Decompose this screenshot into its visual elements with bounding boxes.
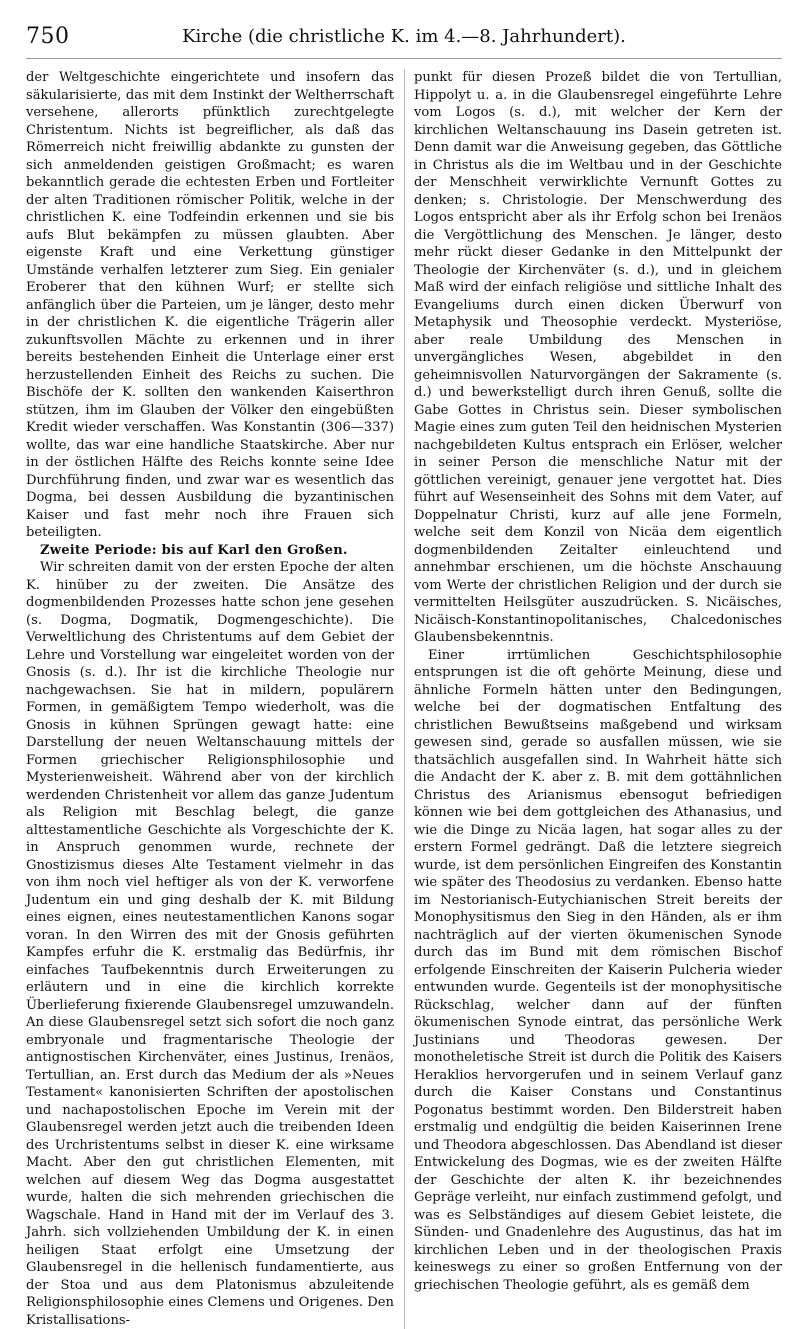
column-divider: [404, 69, 405, 1329]
page-number: 750: [26, 24, 70, 49]
paragraph: Wir schreiten damit von der ersten Epoche der alten K. hinüber zu der zweiten. Die Ansätze des dogmenbildenden Prozesses hatte schon jene gesehen (s. Dogma, Dogmatik, Dogmengeschichte). Die Verweltlichung des Christentums auf dem Gebiet der Lehre und Vorstellung war eingeleitet worden von der Gnosis (s. d.). Ihr ist die kirchliche Theologie nur nachgewachsen. Sie hat in mildern, populärern Formen, in gemäßigtem Tempo wiederholt, was die Gnosis in kühnen Sprüngen gewagt hatte: eine Darstellung der neuen Weltanschauung mittels der Formen griechischer Religionsphilosophie und Mysterienweisheit. Während aber von der kirchlich werdenden Christenheit vor allem das ganze Judentum als Religion mit Beschlag belegt, die ganze alttestamentliche Geschichte als Vorgeschichte der K. in Anspruch genommen wurde, rechnete der Gnostizismus dieses Alte Testament vielmehr in das von ihm noch viel heftiger als von der K. verworfene Judentum ein und ging deshalb der K. mit Bildung eines eignen, eines neutestamentlichen Kanons sogar voran. In den Wirren des mit der Gnosis geführten Kampfes erfuhr die K. erstmalig das Bedürfnis, ihr einfaches Taufbekenntnis durch Erweiterungen zu erläutern und in eine die kirchlich korrekte Überlieferung fixierende Glaubensregel umzuwandeln. An diese Glaubensregel setzt sich sofort die noch ganz embryonale und fragmentarische Theologie der antignostischen Kirchenväter, eines Justinus, Irenäos, Tertullian, an. Erst durch das Medium der als »Neues Testament« kanonisierten Schriften der apostolischen und nachapostolischen Epoche im Verein mit der Glaubensregel werden jetzt auch die treibenden Ideen des Urchristentums selbst in dieser K. eine wirksame Macht. Aber den gut christlichen Elementen, mit welchen auf diesem Weg das Dogma ausgestattet wurde, halten die sich mehrenden griechischen die Wagschale. Hand in Hand mit der im Verlauf des 3. Jahrh. sich vollziehenden Umbildung der K. in einen heiligen Staat erfolgt eine Umsetzung der Glaubensregel in die hellenisch fundamentierte, aus der Stoa und aus dem Platonismus abzuleitende Religionsphilosophie eines Clemens und Origenes. Den Kristallisations-: [26, 560, 394, 1328]
right-column: [414, 69, 782, 1294]
section-title: Zweite Periode: bis auf Karl den Großen.: [40, 542, 348, 558]
text-columns: [26, 69, 782, 1329]
paragraph: der Weltgeschichte eingerichtete und insofern das säkularisierte, das mit dem Instinkt der Weltherrschaft versehene, allerorts pfünktlich zurechtgelegte Christentum. Nichts ist begreiflicher, als daß das Römerreich nicht freiwillig abdankte zu gunsten der sich anmeldenden geistigen Großmacht; es waren bekanntlich gerade die echtesten Erben und Fortleiter der alten Traditionen römischer Politik, welche in der christlichen K. eine Todfeindin erkennen und sie bis aufs Blut bekämpfen zu müssen glaubten. Aber eigenste Kraft und eine Verkettung günstiger Umstände verhalfen letzterer zum Sieg. Ein genialer Eroberer that den kühnen Wurf; er stellte sich anfänglich über die Parteien, um je länger, desto mehr in der christlichen K. die eigentliche Trägerin aller zukunftsvollen Mächte zu erkennen und in ihrer bereits bestehenden Einheit die Unterlage einer erst herzustellenden Einheit des Reichs zu suchen. Die Bischöfe der K. sollten den wankenden Kaiserthron stützen, ihm im Glauben der Völker den eingebüßten Kredit wieder verschaffen. Was Konstantin (306—337) wollte, das war eine handliche Staatskirche. Aber nur in der östlichen Hälfte des Reichs konnte seine Idee Durchführung finden, und zwar war es wesentlich das Dogma, bei dessen Ausbildung die byzantinischen Kaiser und fast mehr noch ihre Frauen sich beteiligten.: [26, 70, 394, 540]
left-column: [26, 69, 394, 1329]
running-head: Kirche (die christliche K. im 4.—8. Jahrhundert).: [182, 26, 626, 47]
page-header: [26, 22, 782, 59]
paragraph: Einer irrtümlichen Geschichtsphilosophie entsprungen ist die oft gehörte Meinung, diese und ähnliche Formeln hätten unter den Bedingungen, welche bei der dogmatischen Entfaltung des christlichen Bewußtseins maßgebend und wirksam gewesen sind, gerade so ausfallen müssen, wie sie thatsächlich ausgefallen sind. In Wahrheit hätte sich die Andacht der K. aber z. B. mit dem gottähnlichen Christus des Arianismus ebensogut befriedigen können wie bei dem gottgleichen des Athanasius, und wie die Dinge zu Nicäa lagen, hat sogar alles zu der erstern Formel gedrängt. Daß die letztere siegreich wurde, ist dem persönlichen Eingreifen des Konstantin wie später des Theodosius zu verdanken. Ebenso hatte im Nestorianisch-Eutychianischen Streit bereits der Monophysitismus den Sieg in den Händen, als er ihm nachträglich auf der vierten ökumenischen Synode durch das im Bund mit dem römischen Bischof erfolgende Einschreiten der Kaiserin Pulcheria wieder entwunden wurde. Gegenteils ist der monophysitische Rückschlag, welcher dann auf der fünften ökumenischen Synode eintrat, das persönliche Werk Justinians und Theodoras gewesen. Der monotheletische Streit ist durch die Politik des Kaisers Heraklios hervorgerufen und in seinem Verlauf ganz durch die Kaiser Constans und Constantinus Pogonatus bestimmt worden. Den Bilderstreit haben erstmalig und endgültig die beiden Kaiserinnen Irene und Theodora abgeschlossen. Das Abendland ist dieser Entwickelung des Dogmas, wie es der zweiten Hälfte der Geschichte der alten K. ihr bezeichnendes Gepräge verleiht, nur einfach zustimmend gefolgt, und was es Selbständiges auf diesem Gebiet leistete, die Sünden- und Gnadenlehre des Augustinus, das hat im kirchlichen Leben und in der theologischen Praxis keineswegs zu einer so großen Entfernung von der griechischen Theologie geführt, als es gemäß dem: [414, 647, 782, 1293]
paragraph: punkt für diesen Prozeß bildet die von Tertullian, Hippolyt u. a. in die Glaubensregel eingeführte Lehre vom Logos (s. d.), mit welcher der Kern der kirchlichen Weltanschauung ins Dasein getreten ist. Denn damit war die Anweisung gegeben, das Göttliche in Christus als die im Weltbau und in der Geschichte der Menschheit verwirklichte Vernunft Gottes zu denken; s. Christologie. Der Menschwerdung des Logos entspricht aber als ihr Erfolg schon bei Irenäos die Vergöttlichung des Menschen. Je länger, desto mehr rückt dieser Gedanke in den Mittelpunkt der Theologie der Kirchenväter (s. d.), und in gleichem Maß wird der einfach religiöse und sittliche Inhalt des Evangeliums durch einen dicken Überwurf von Metaphysik und Theosophie verdeckt. Mysteriöse, aber reale Umbildung des Menschen in unvergängliches Wesen, abgebildet in den geheimnisvollen Naturvorgängen der Sakramente (s. d.) und bewerkstelligt durch ihren Genuß, sollte die Gabe Gottes in Christus sein. Dieser symbolischen Magie eines zum guten Teil den heidnischen Mysterien nachgebildeten Kultus entsprach ein Erlöser, welcher in seiner Person die menschliche Natur mit der göttlichen vereinigt, genauer jene vergottet hat. Dies führt auf Wesenseinheit des Sohns mit dem Vater, auf Doppelnatur Christi, kurz auf alle jene Formeln, welche seit dem Konzil von Nicäa dem eigentlich dogmenbildenden Zeitalter einleuchtend und annehmbar erschienen, um die höchste Anschauung vom Werte der christlichen Religion und der durch sie vermittelten Heilsgüter auszudrücken. S. Nicäisches, Nicäisch-Konstantinopolitanisches, Chalcedonisches Glaubensbekenntnis.: [414, 70, 782, 645]
